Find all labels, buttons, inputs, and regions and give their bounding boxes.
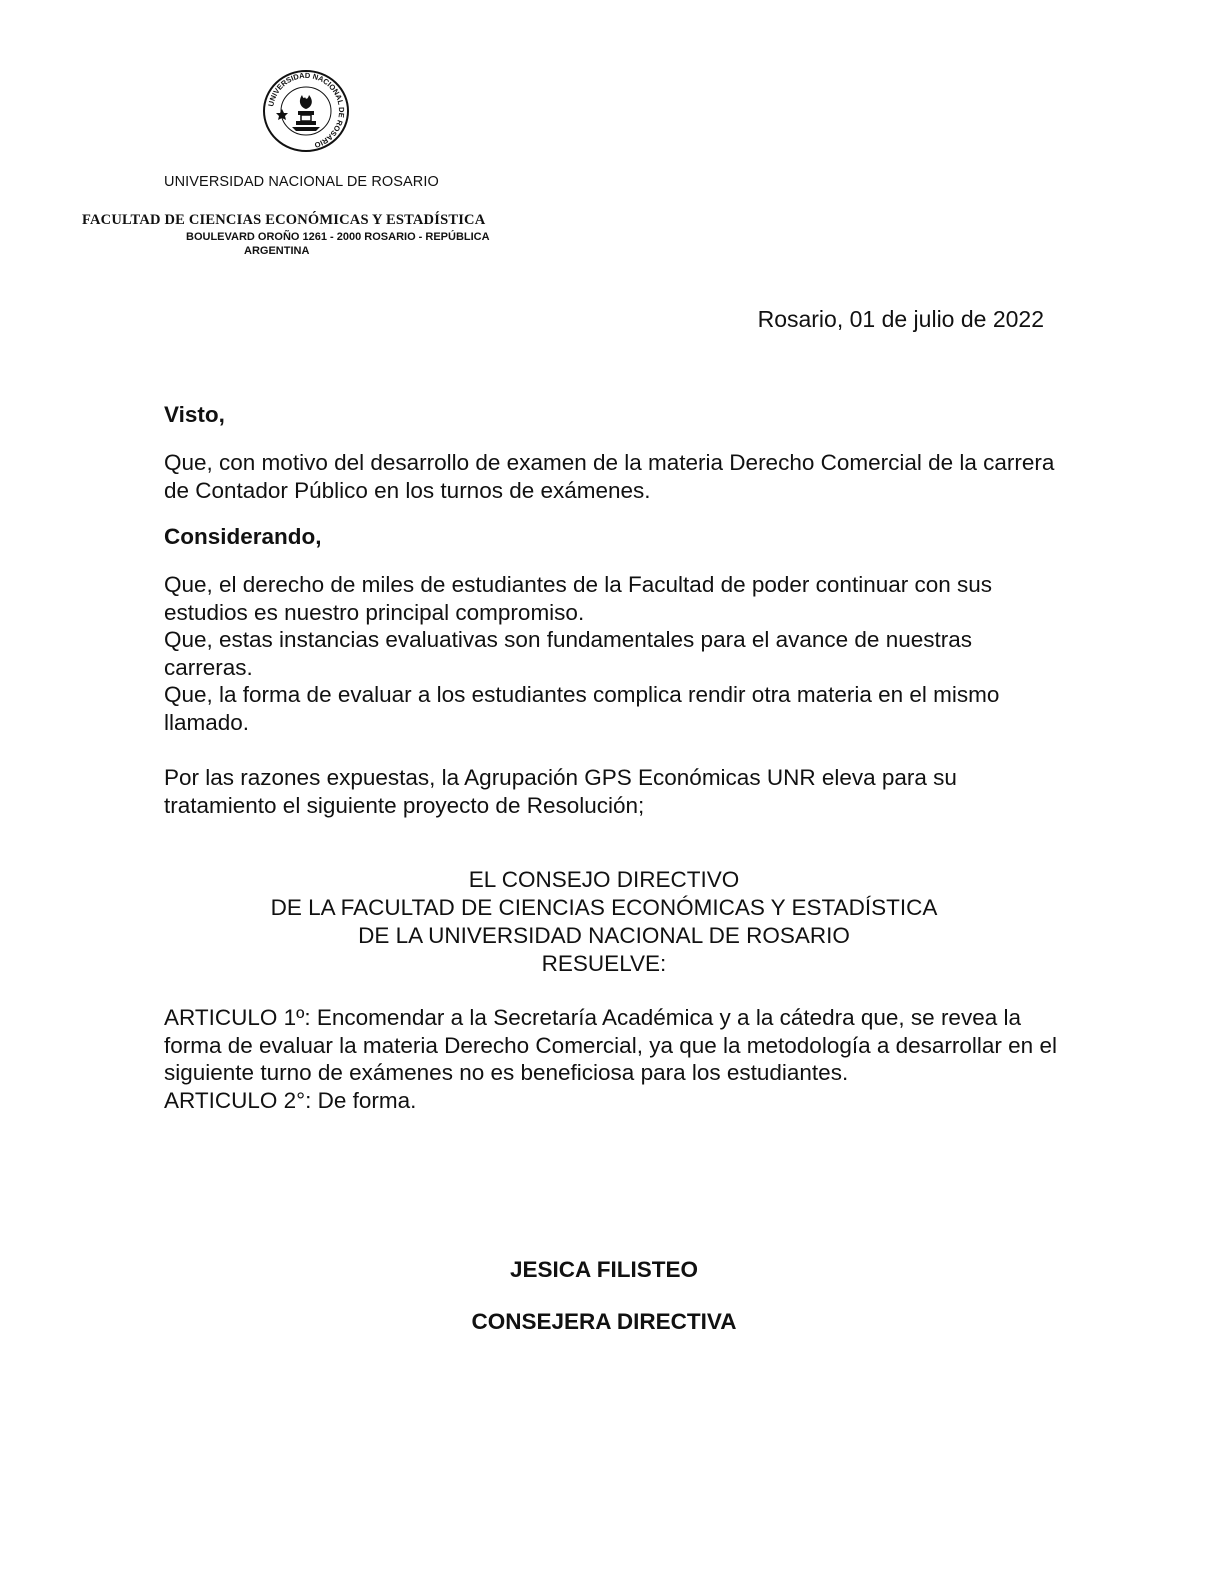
considerando-paragraph: Que, estas instancias evaluativas son fundamentales para el avance de nuestras carreras. (164, 627, 972, 680)
consejo-line: RESUELVE: (541, 951, 667, 976)
considerando-heading: Considerando, (164, 524, 322, 549)
address-line-2: ARGENTINA (244, 245, 310, 257)
document-date: Rosario, 01 de julio de 2022 (757, 306, 1044, 332)
visto-section (164, 449, 1064, 504)
faculty-name: FACULTAD DE CIENCIAS ECONÓMICAS Y ESTADÍSTICA (82, 212, 486, 228)
considerando-paragraph: Que, la forma de evaluar a los estudiantes complica rendir otra materia en el mismo llamado. (164, 682, 1000, 735)
articulo-1: ARTICULO 1º: Encomendar a la Secretaría Académica y a la cátedra que, se revea la forma de evaluar la materia Derecho Comercial, ya que la metodología a desarrollar en el siguiente turno de exámenes no es beneficiosa para los estudiantes. (164, 1005, 1057, 1085)
considerando-section (164, 571, 1064, 736)
svg-text:UNIVERSIDAD NACIONAL DE ROSARI: UNIVERSIDAD NACIONAL DE ROSARIO (266, 70, 347, 150)
visto-paragraph: Que, con motivo del desarrollo de examen de la materia Derecho Comercial de la carrera de Contador Público en los turnos de exámenes. (164, 450, 1055, 503)
articulos-section (164, 1004, 1064, 1114)
signatory-role: CONSEJERA DIRECTIVA (471, 1309, 737, 1334)
address-line-1: BOULEVARD OROÑO 1261 - 2000 ROSARIO - REPÚBLICA (186, 231, 490, 243)
university-seal (262, 69, 350, 153)
consejo-line: DE LA UNIVERSIDAD NACIONAL DE ROSARIO (358, 923, 850, 948)
visto-heading: Visto, (164, 402, 225, 427)
articulo-2: ARTICULO 2°: De forma. (164, 1087, 417, 1113)
signatory-name: JESICA FILISTEO (510, 1257, 698, 1282)
consejo-line: EL CONSEJO DIRECTIVO (468, 867, 740, 892)
consejo-line: DE LA FACULTAD DE CIENCIAS ECONÓMICAS Y ESTADÍSTICA (270, 895, 938, 920)
considerando-paragraph: Que, el derecho de miles de estudiantes de la Facultad de poder continuar con sus estudios es nuestro principal compromiso. (164, 572, 993, 625)
university-name: UNIVERSIDAD NACIONAL DE ROSARIO (164, 174, 439, 190)
seal-icon (262, 69, 350, 153)
consejo-header (164, 866, 1044, 978)
razones-paragraph: Por las razones expuestas, la Agrupación GPS Económicas UNR eleva para su tratamiento el siguiente proyecto de Resolución; (164, 765, 957, 818)
address (186, 230, 526, 258)
